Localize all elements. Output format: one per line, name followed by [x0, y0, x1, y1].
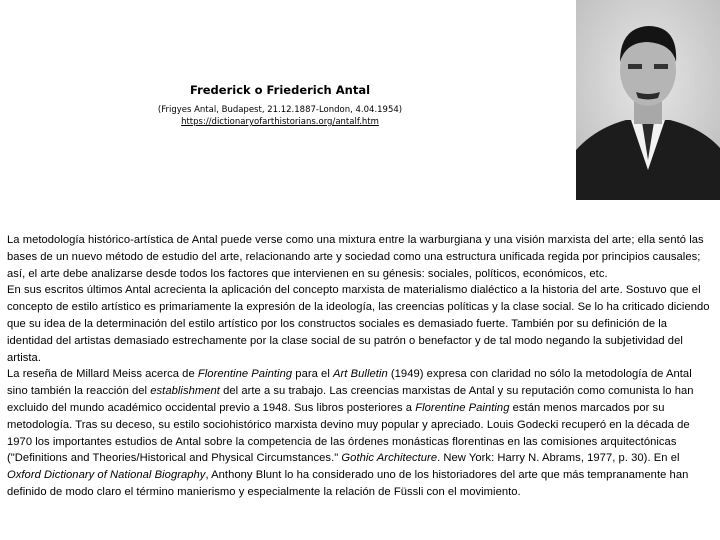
subtitle: (Frigyes Antal, Budapest, 21.12.1887-London, 4.04.1954) — [157, 105, 403, 115]
italic-title: Florentine Painting — [197, 368, 293, 381]
text-span: para el — [292, 368, 334, 381]
paragraph-3 — [7, 366, 715, 500]
article-body — [7, 232, 715, 501]
text-span: del arte a su trabajo. Las creencias marxistas de Antal y su reputación como comunista lo han excluido del mundo académico occidental previo a 1948. Sus libros posteriores a — [7, 385, 694, 414]
text-span: . New York: Harry N. Abrams, 1977, p. 30). En el — [437, 452, 680, 465]
italic-title: Gothic Architecture — [341, 452, 438, 465]
italic-title: Art Bulletin — [333, 368, 388, 381]
italic-title: Florentine Painting — [415, 401, 510, 414]
page-subtitle-block — [120, 104, 440, 128]
text-span: , Anthony Blunt lo ha considerado uno de los historiadores del arte que más tempranamente han definido de modo claro el término manierismo y especialmente la relación de Füssli con el movimiento. — [7, 469, 689, 498]
paragraph-1: La metodología histórico-artística de Antal puede verse como una mixtura entre la warburgiana y una visión marxista del arte; ella sentó las bases de un nuevo método de estudio del arte, relacionando arte y sociedad como una estructura unificada regida por principios causales; así, el arte debe analizarse desde todos los factores que intervienen en su génesis: sociales, políticos, económicos, etc. — [7, 234, 704, 280]
portrait-photo-icon — [576, 0, 720, 200]
paragraph-2: En sus escritos últimos Antal acrecienta la aplicación del concepto marxista de materialismo dialéctico a la historia del arte. Sostuvo que el concepto de estilo artístico es primariamente la expresión de la ideología, las creencias políticas y la clase social. Se lo ha criticado diciendo que su idea de la determinación del estilo artístico por los constructos sociales es demasiado fuerte. También por su definición de la identidad del artistas demasiado estrechamente por la clase social de su patrón o benefactor y de tal modo negando la subjetividad del artista. — [7, 284, 710, 364]
source-link[interactable]: https://dictionaryofarthistorians.org/antalf.htm — [181, 117, 379, 127]
italic-term: establishment — [150, 385, 220, 398]
text-span: La reseña de Millard Meiss acerca de — [7, 368, 198, 381]
portrait-photo — [576, 0, 720, 200]
text-span: (1949) expresa con claridad no sólo la metodología de Antal sino también la reacción del — [7, 368, 692, 398]
text-span: están menos marcados por su metodología. Tras su deceso, su estilo sociohistórico marxista devino muy popular y apreciado. Louis Godecki recuperó en la década de 1970 los importantes estudios de Antal sobre la competencia de las órdenes monásticas florentinas en las comisiones arquitectónicas ("Definitions and Theories/Historical and Physical Circumstances." — [7, 401, 690, 465]
italic-title: Oxford Dictionary of National Biography — [7, 469, 206, 482]
page-title: Frederick o Friederich Antal — [189, 83, 371, 97]
